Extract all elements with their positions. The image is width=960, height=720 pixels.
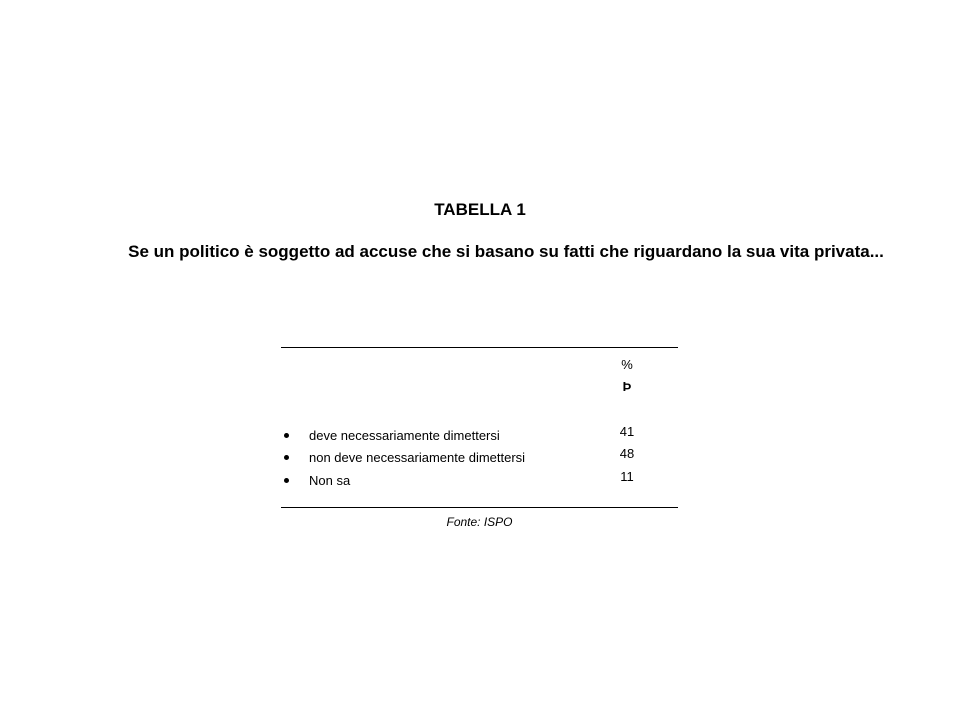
- table-subtitle: Se un politico è soggetto ad accuse che si basano su fatti che riguardano la sua vita privata...: [128, 242, 884, 261]
- bullet-icon: [284, 455, 289, 460]
- percent-column-header: %: [621, 357, 633, 372]
- row-value: 11: [620, 469, 634, 484]
- column-symbol: Þ: [622, 379, 632, 394]
- table-source: Fonte: ISPO: [446, 515, 513, 529]
- table-row: [281, 448, 678, 468]
- table-row: [281, 471, 678, 491]
- row-label: deve necessariamente dimettersi: [309, 428, 500, 443]
- table-row: [281, 426, 678, 446]
- row-label: non deve necessariamente dimettersi: [309, 450, 526, 465]
- table-title: TABELLA 1: [434, 200, 526, 219]
- row-value: 48: [619, 446, 635, 461]
- row-label: Non sa: [309, 473, 351, 488]
- table-bottom-rule: [281, 507, 678, 508]
- table-top-rule: [281, 347, 678, 348]
- row-value: 41: [619, 424, 635, 439]
- bullet-icon: [284, 433, 289, 438]
- bullet-icon: [284, 478, 289, 483]
